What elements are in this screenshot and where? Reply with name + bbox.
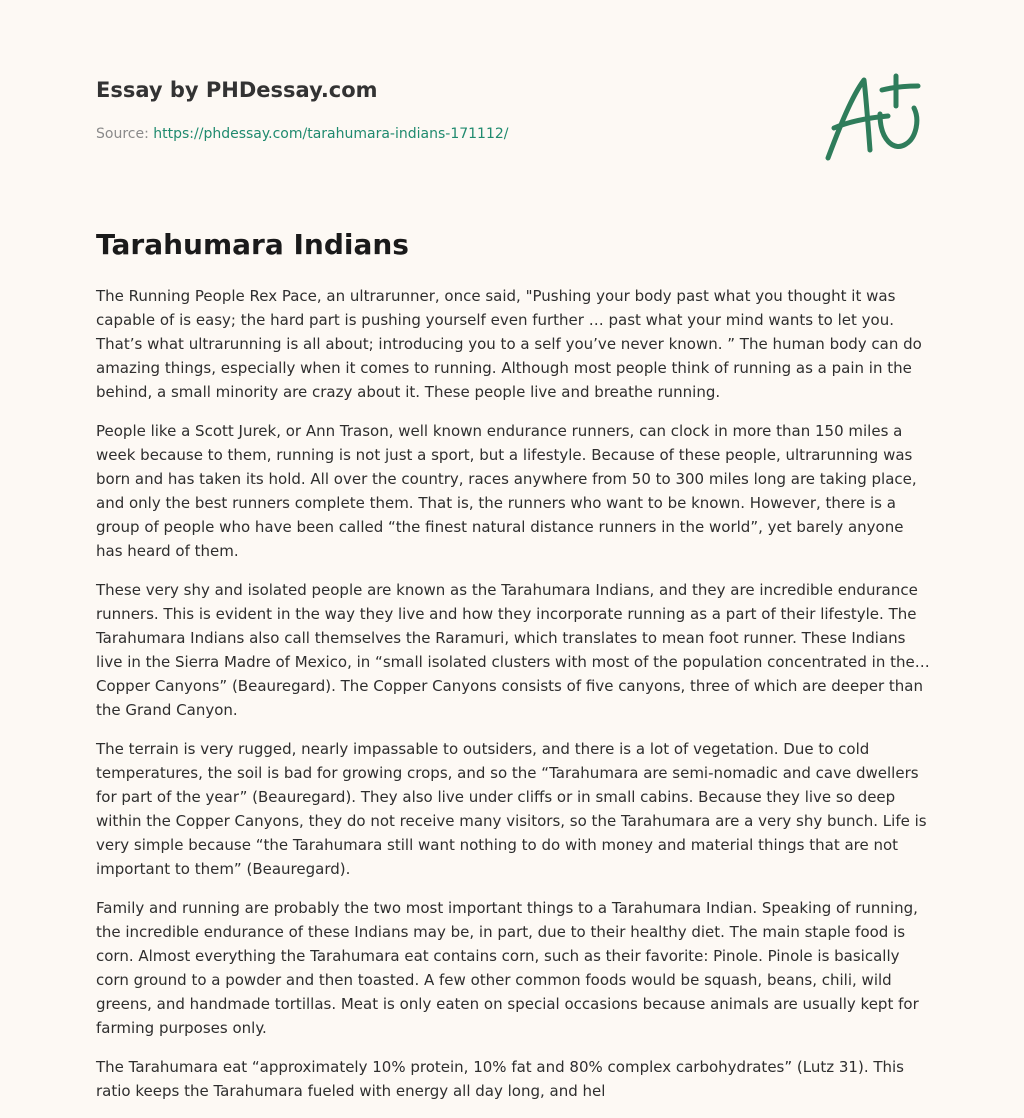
source-label: Source: (96, 126, 149, 142)
source-link[interactable]: https://phdessay.com/tarahumara-indians-171112/ (153, 126, 509, 142)
essay-header (96, 76, 796, 144)
essay-paragraph: The terrain is very rugged, nearly impassable to outsiders, and there is a lot of vegetation. Due to cold temperatures, the soil is bad for growing crops, and so the “Tarahumara are semi-nomadic and cave dwellers for part of the year” (Beauregard). They also live under cliffs or in small cabins. Because they live so deep within the Copper Canyons, they do not receive many visitors, so the Tarahumara are a very shy bunch. Life is very simple because “the Tarahumara still want nothing to do with money and material things that are not important to them” (Beauregard). (96, 740, 927, 878)
essay-paragraph: People like a Scott Jurek, or Ann Trason, well known endurance runners, can clock in more than 150 miles a week because to them, running is not just a sport, but a lifestyle. Because of these people, ultrarunning was born and has taken its hold. All over the country, races anywhere from 50 to 300 miles long are taking place, and only the best runners complete them. That is, the runners who want to be known. However, there is a group of people who have been called “the finest natural distance runners in the world”, yet barely anyone has heard of them. (96, 422, 917, 560)
essay-title: Tarahumara Indians (96, 228, 409, 261)
essay-body (96, 284, 930, 1118)
essay-paragraph: The Running People Rex Pace, an ultrarunner, once said, "Pushing your body past what you thought it was capable of is easy; the hard part is pushing yourself even further … past what your mind wants to let you. That’s what ultrarunning is all about; introducing you to a self you’ve never known. ” The human body can do amazing things, especially when it comes to running. Although most people think of running as a pain in the behind, a small minority are crazy about it. These people live and breathe running. (96, 287, 922, 401)
source-line (96, 124, 796, 144)
a-plus-logo-icon (818, 66, 930, 166)
essay-paragraph: Family and running are probably the two most important things to a Tarahumara Indian. Speaking of running, the incredible endurance of these Indians may be, in part, due to their healthy diet. The main staple food is corn. Almost everything the Tarahumara eat contains corn, such as their favorite: Pinole. Pinole is basically corn ground to a powder and then toasted. A few other common foods would be squash, beans, chili, wild greens, and handmade tortillas. Meat is only eaten on special occasions because animals are usually kept for farming purposes only. (96, 899, 919, 1037)
essay-paragraph: The Tarahumara eat “approximately 10% protein, 10% fat and 80% complex carbohydrates” (Lutz 31). This ratio keeps the Tarahumara fueled with energy all day long, and hel (96, 1058, 905, 1100)
essay-paragraph: These very shy and isolated people are known as the Tarahumara Indians, and they are incredible endurance runners. This is evident in the way they live and how they incorporate running as a part of their lifestyle. The Tarahumara Indians also call themselves the Raramuri, which translates to mean foot runner. These Indians live in the Sierra Madre of Mexico, in “small isolated clusters with most of the population concentrated in the…Copper Canyons” (Beauregard). The Copper Canyons consists of five canyons, three of which are deeper than the Grand Canyon. (96, 581, 930, 719)
site-brand-title: Essay by PHDessay.com (96, 78, 378, 102)
